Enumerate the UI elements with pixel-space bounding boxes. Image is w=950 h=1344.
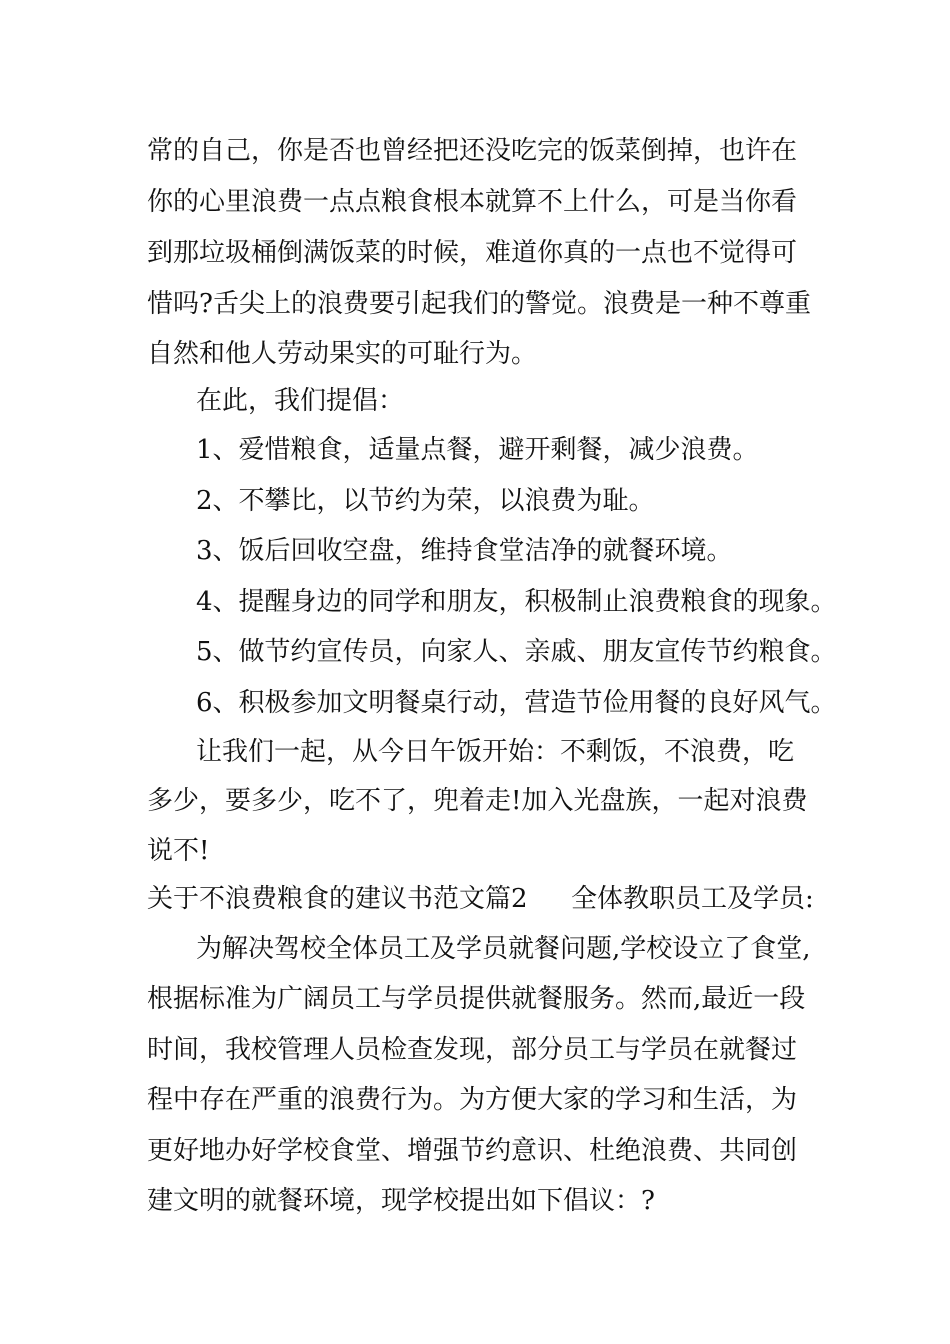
paragraph-line: 常的自己，你是否也曾经把还没吃完的饭菜倒掉，也许在 [147,136,798,166]
proposal-intro: 在此，我们提倡： [196,386,405,416]
section-heading: 关于不浪费粮食的建议书范文篇2 [147,884,528,914]
paragraph-line: 惜吗?舌尖上的浪费要引起我们的警觉。浪费是一种不尊重 [147,289,811,319]
proposal-item: 4、提醒身边的同学和朋友，积极制止浪费粮食的现象。 [196,587,837,617]
closing-line: 说不! [147,836,210,866]
paragraph-line: 建文明的就餐环境，现学校提出如下倡议：? [147,1186,655,1216]
paragraph-line: 根据标准为广阔员工与学员提供就餐服务。然而,最近一段 [147,984,806,1014]
closing-line: 让我们一起，从今日午饭开始：不剩饭，不浪费，吃 [196,737,795,767]
paragraph-line: 到那垃圾桶倒满饭菜的时候，难道你真的一点也不觉得可 [147,238,798,268]
paragraph-line: 你的心里浪费一点点粮食根本就算不上什么，可是当你看 [147,187,798,217]
paragraph-line: 为解决驾校全体员工及学员就餐问题,学校设立了食堂, [196,934,811,964]
proposal-item: 6、积极参加文明餐桌行动，营造节俭用餐的良好风气。 [196,688,837,718]
paragraph-line: 时间，我校管理人员检查发现，部分员工与学员在就餐过 [147,1035,798,1065]
paragraph-line: 程中存在严重的浪费行为。为方便大家的学习和生活，为 [147,1085,798,1115]
proposal-item: 5、做节约宣传员，向家人、亲戚、朋友宣传节约粮食。 [196,637,837,667]
paragraph-line: 自然和他人劳动果实的可耻行为。 [147,339,538,369]
closing-line: 多少，要多少，吃不了，兜着走!加入光盘族，一起对浪费 [147,786,808,816]
proposal-item: 1、爱惜粮食，适量点餐，避开剩餐，减少浪费。 [196,435,759,465]
salutation: 全体教职员工及学员: [571,884,814,914]
paragraph-line: 更好地办好学校食堂、增强节约意识、杜绝浪费、共同创 [147,1136,798,1166]
proposal-item: 3、饭后回收空盘，维持食堂洁净的就餐环境。 [196,536,733,566]
proposal-item: 2、不攀比，以节约为荣，以浪费为耻。 [196,486,655,516]
